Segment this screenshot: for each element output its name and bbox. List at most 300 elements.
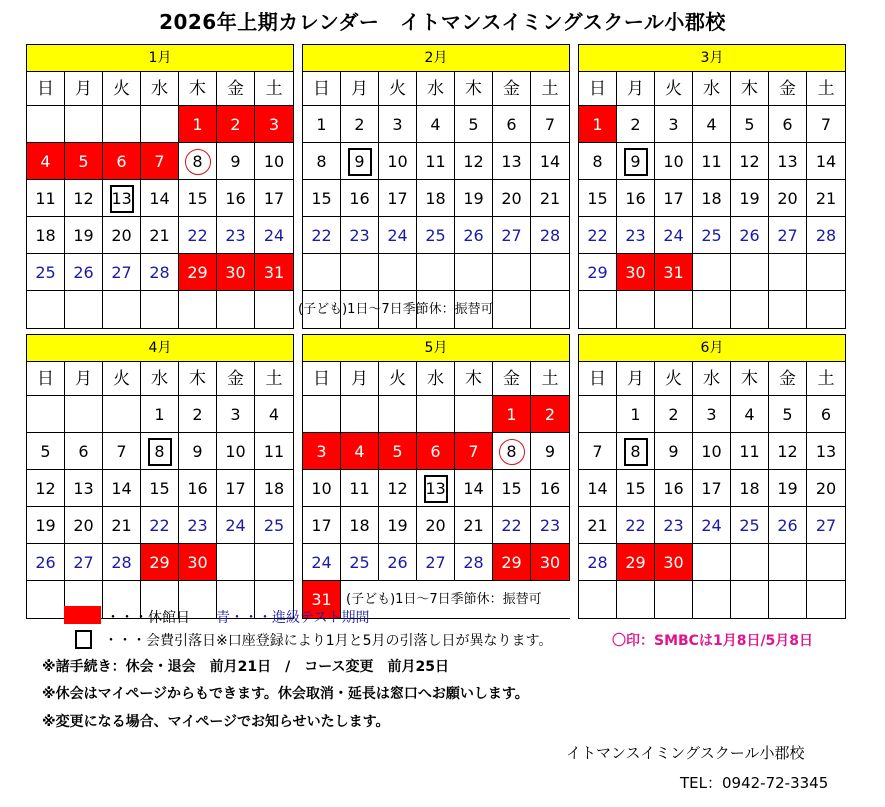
day-cell: 4 [27, 143, 65, 180]
day-cell: 9 [531, 433, 569, 470]
day-cell: 17 [655, 180, 693, 217]
day-cell: 30 [655, 544, 693, 581]
day-cell: 27 [769, 217, 807, 254]
weekday-header: 木 [731, 362, 769, 396]
day-cell: 8 [303, 143, 341, 180]
day-cell: 23 [217, 217, 255, 254]
day-cell: 24 [255, 217, 293, 254]
month-header: 1月 [27, 45, 293, 72]
weekday-header: 日 [27, 362, 65, 396]
weekday-header: 月 [341, 362, 379, 396]
day-cell: 26 [379, 544, 417, 581]
weekday-header: 金 [217, 72, 255, 106]
empty-cell [617, 291, 655, 328]
day-cell: 30 [617, 254, 655, 291]
day-cell: 24 [655, 217, 693, 254]
day-cell: 20 [103, 217, 141, 254]
weekday-header: 日 [303, 362, 341, 396]
day-cell [141, 433, 179, 470]
debit-day-marker: 13 [424, 475, 448, 503]
weekday-header: 木 [179, 362, 217, 396]
empty-cell [617, 581, 655, 618]
day-cell: 13 [807, 433, 845, 470]
day-cell: 31 [655, 254, 693, 291]
empty-cell [27, 396, 65, 433]
day-cell [417, 470, 455, 507]
day-cell: 4 [341, 433, 379, 470]
weekday-header: 水 [693, 72, 731, 106]
empty-cell [217, 291, 255, 328]
weekday-header: 木 [731, 72, 769, 106]
empty-cell [655, 291, 693, 328]
day-cell: 26 [65, 254, 103, 291]
day-cell: 25 [731, 507, 769, 544]
empty-cell [255, 291, 293, 328]
day-cell: 10 [255, 143, 293, 180]
empty-cell [455, 291, 493, 328]
weekday-header: 月 [617, 72, 655, 106]
seasonal-break-note: (子ども)1日～7日季節休：振替可 [342, 581, 572, 618]
smbc-day-marker: 8 [499, 439, 525, 465]
legend-test-label: 青・・・進級テスト期間 [216, 610, 370, 626]
debit-day-marker: 9 [624, 148, 648, 176]
day-cell: 12 [65, 180, 103, 217]
day-cell [341, 143, 379, 180]
notice-mypage: ※休会はマイページからもできます。休会取消・延長は窓口へお願いします。 [42, 686, 529, 702]
day-cell: 28 [807, 217, 845, 254]
day-cell: 16 [531, 470, 569, 507]
day-cell: 7 [103, 433, 141, 470]
weekday-header: 日 [579, 72, 617, 106]
day-cell: 11 [341, 470, 379, 507]
day-cell: 18 [341, 507, 379, 544]
day-cell: 7 [141, 143, 179, 180]
empty-cell [531, 291, 569, 328]
empty-cell [655, 581, 693, 618]
empty-cell [493, 291, 531, 328]
day-cell: 27 [65, 544, 103, 581]
day-cell: 31 [303, 581, 341, 618]
day-cell: 10 [379, 143, 417, 180]
day-cell: 10 [303, 470, 341, 507]
empty-cell [141, 291, 179, 328]
day-cell: 19 [731, 180, 769, 217]
day-cell: 5 [455, 106, 493, 143]
page-title: 2026年上期カレンダー イトマンスイミングスクール小郡校 [159, 10, 726, 34]
weekday-header: 水 [693, 362, 731, 396]
day-cell: 8 [579, 143, 617, 180]
day-cell: 4 [731, 396, 769, 433]
weekday-header: 水 [417, 362, 455, 396]
day-cell: 5 [27, 433, 65, 470]
day-cell: 15 [579, 180, 617, 217]
day-cell: 1 [179, 106, 217, 143]
day-cell: 30 [531, 544, 569, 581]
day-cell: 3 [303, 433, 341, 470]
day-cell: 15 [303, 180, 341, 217]
day-cell: 30 [217, 254, 255, 291]
day-cell: 1 [141, 396, 179, 433]
debit-day-marker: 8 [624, 438, 648, 466]
day-cell: 6 [103, 143, 141, 180]
legend-debit-square [75, 630, 92, 649]
notice-procedures: ※諸手続き：休会・退会 前月21日 / コース変更 前月25日 [42, 659, 449, 675]
weekday-header: 火 [379, 362, 417, 396]
day-cell: 5 [65, 143, 103, 180]
day-cell: 16 [655, 470, 693, 507]
weekday-header: 日 [27, 72, 65, 106]
empty-cell [341, 254, 379, 291]
empty-cell [179, 291, 217, 328]
day-cell: 6 [65, 433, 103, 470]
day-cell [493, 433, 531, 470]
day-cell: 2 [617, 106, 655, 143]
calendar-month-mar [578, 44, 846, 329]
weekday-header: 土 [807, 362, 845, 396]
day-cell: 24 [303, 544, 341, 581]
day-cell: 6 [417, 433, 455, 470]
day-cell: 25 [417, 217, 455, 254]
month-header: 4月 [27, 335, 293, 362]
footer-school-name: イトマンスイミングスクール小郡校 [566, 744, 805, 762]
empty-cell [731, 291, 769, 328]
day-cell: 16 [617, 180, 655, 217]
day-cell: 21 [103, 507, 141, 544]
calendar-month-apr [26, 334, 294, 619]
empty-cell [217, 544, 255, 581]
day-cell: 10 [217, 433, 255, 470]
day-cell: 20 [807, 470, 845, 507]
day-cell: 30 [179, 544, 217, 581]
day-cell: 26 [731, 217, 769, 254]
day-cell: 19 [379, 507, 417, 544]
day-cell: 2 [655, 396, 693, 433]
day-cell: 17 [693, 470, 731, 507]
day-cell: 29 [493, 544, 531, 581]
day-cell: 18 [731, 470, 769, 507]
day-cell: 3 [255, 106, 293, 143]
day-cell: 15 [179, 180, 217, 217]
empty-cell [769, 254, 807, 291]
day-cell: 22 [493, 507, 531, 544]
empty-cell [693, 291, 731, 328]
weekday-header: 火 [655, 72, 693, 106]
day-cell: 12 [455, 143, 493, 180]
day-cell: 13 [493, 143, 531, 180]
day-cell: 2 [341, 106, 379, 143]
empty-cell [531, 254, 569, 291]
day-cell: 18 [27, 217, 65, 254]
day-cell: 23 [617, 217, 655, 254]
empty-cell [65, 106, 103, 143]
weekday-header: 金 [493, 362, 531, 396]
debit-day-marker: 13 [110, 185, 134, 213]
weekday-header: 木 [179, 72, 217, 106]
empty-cell [103, 396, 141, 433]
day-cell: 29 [179, 254, 217, 291]
day-cell: 13 [769, 143, 807, 180]
day-cell: 23 [179, 507, 217, 544]
empty-cell [693, 544, 731, 581]
empty-cell [417, 254, 455, 291]
day-cell: 26 [455, 217, 493, 254]
day-cell: 14 [103, 470, 141, 507]
day-cell: 22 [141, 507, 179, 544]
empty-cell [65, 396, 103, 433]
day-cell: 26 [769, 507, 807, 544]
day-cell: 12 [27, 470, 65, 507]
empty-cell [103, 291, 141, 328]
day-cell: 4 [693, 106, 731, 143]
calendar-month-may [302, 334, 570, 619]
day-cell: 12 [731, 143, 769, 180]
day-cell: 21 [531, 180, 569, 217]
day-cell: 19 [27, 507, 65, 544]
day-cell: 6 [807, 396, 845, 433]
day-cell: 21 [807, 180, 845, 217]
day-cell: 14 [141, 180, 179, 217]
day-cell: 7 [807, 106, 845, 143]
weekday-header: 月 [617, 362, 655, 396]
day-cell [617, 143, 655, 180]
day-cell: 5 [731, 106, 769, 143]
footer-tel: TEL：0942-72-3345 [680, 774, 829, 792]
empty-cell [579, 396, 617, 433]
empty-cell [731, 254, 769, 291]
day-cell: 9 [179, 433, 217, 470]
day-cell: 1 [579, 106, 617, 143]
weekday-header: 木 [455, 362, 493, 396]
empty-cell [579, 581, 617, 618]
empty-cell [303, 254, 341, 291]
day-cell: 18 [255, 470, 293, 507]
weekday-header: 金 [493, 72, 531, 106]
weekday-header: 火 [379, 72, 417, 106]
empty-cell [731, 581, 769, 618]
day-cell: 14 [455, 470, 493, 507]
day-cell: 11 [731, 433, 769, 470]
day-cell: 6 [769, 106, 807, 143]
day-cell: 15 [493, 470, 531, 507]
empty-cell [807, 581, 845, 618]
empty-cell [341, 396, 379, 433]
day-cell: 16 [217, 180, 255, 217]
empty-cell [141, 106, 179, 143]
debit-day-marker: 9 [348, 148, 372, 176]
day-cell: 24 [693, 507, 731, 544]
calendar-month-feb [302, 44, 570, 329]
empty-cell [807, 254, 845, 291]
day-cell: 25 [255, 507, 293, 544]
day-cell: 17 [303, 507, 341, 544]
day-cell: 14 [579, 470, 617, 507]
day-cell: 19 [769, 470, 807, 507]
day-cell: 25 [693, 217, 731, 254]
legend-smbc-label: 〇印：SMBCは1月8日/5月8日 [612, 633, 814, 649]
legend-closed-swatch [64, 606, 101, 624]
legend-closed-label: ・・・休館日 [106, 610, 190, 626]
day-cell: 28 [531, 217, 569, 254]
day-cell: 1 [617, 396, 655, 433]
day-cell: 19 [65, 217, 103, 254]
day-cell: 9 [217, 143, 255, 180]
weekday-header: 火 [103, 72, 141, 106]
day-cell: 25 [27, 254, 65, 291]
day-cell: 22 [617, 507, 655, 544]
day-cell: 27 [807, 507, 845, 544]
weekday-header: 火 [103, 362, 141, 396]
empty-cell [303, 291, 341, 328]
day-cell: 11 [255, 433, 293, 470]
day-cell: 4 [255, 396, 293, 433]
day-cell: 3 [217, 396, 255, 433]
day-cell: 1 [303, 106, 341, 143]
day-cell: 3 [655, 106, 693, 143]
month-header: 5月 [303, 335, 569, 362]
day-cell: 11 [417, 143, 455, 180]
day-cell: 20 [65, 507, 103, 544]
empty-cell [341, 291, 379, 328]
day-cell: 2 [531, 396, 569, 433]
weekday-header: 金 [217, 362, 255, 396]
notice-changes: ※変更になる場合、マイページでお知らせいたします。 [42, 714, 390, 730]
weekday-header: 土 [255, 362, 293, 396]
day-cell: 15 [141, 470, 179, 507]
day-cell: 5 [769, 396, 807, 433]
weekday-header: 金 [769, 72, 807, 106]
day-cell: 10 [655, 143, 693, 180]
weekday-header: 日 [303, 72, 341, 106]
day-cell: 11 [27, 180, 65, 217]
day-cell: 18 [417, 180, 455, 217]
day-cell: 2 [217, 106, 255, 143]
weekday-header: 火 [655, 362, 693, 396]
day-cell: 16 [179, 470, 217, 507]
day-cell: 17 [217, 470, 255, 507]
day-cell: 23 [531, 507, 569, 544]
day-cell: 12 [379, 470, 417, 507]
weekday-header: 月 [65, 72, 103, 106]
day-cell: 9 [655, 433, 693, 470]
debit-day-marker: 8 [148, 438, 172, 466]
empty-cell [693, 581, 731, 618]
day-cell: 29 [617, 544, 655, 581]
day-cell: 20 [493, 180, 531, 217]
day-cell: 21 [579, 507, 617, 544]
day-cell: 22 [303, 217, 341, 254]
empty-cell [455, 396, 493, 433]
empty-cell [807, 291, 845, 328]
smbc-day-marker: 8 [185, 149, 211, 175]
day-cell: 25 [341, 544, 379, 581]
weekday-header: 土 [531, 362, 569, 396]
day-cell: 23 [341, 217, 379, 254]
day-cell: 22 [179, 217, 217, 254]
empty-cell [65, 291, 103, 328]
weekday-header: 土 [531, 72, 569, 106]
day-cell: 11 [693, 143, 731, 180]
empty-cell [769, 544, 807, 581]
day-cell: 29 [579, 254, 617, 291]
day-cell: 12 [769, 433, 807, 470]
empty-cell [579, 291, 617, 328]
day-cell: 20 [417, 507, 455, 544]
day-cell: 4 [417, 106, 455, 143]
empty-cell [27, 291, 65, 328]
weekday-header: 月 [341, 72, 379, 106]
day-cell: 18 [693, 180, 731, 217]
seasonal-break-note: (子ども)1日～7日季節休：振替可 [294, 291, 494, 328]
weekday-header: 木 [455, 72, 493, 106]
empty-cell [493, 254, 531, 291]
day-cell: 26 [27, 544, 65, 581]
day-cell: 28 [141, 254, 179, 291]
month-header: 3月 [579, 45, 845, 72]
empty-cell [27, 581, 65, 618]
empty-cell [731, 544, 769, 581]
day-cell [179, 143, 217, 180]
day-cell [617, 433, 655, 470]
day-cell: 27 [493, 217, 531, 254]
day-cell: 17 [255, 180, 293, 217]
day-cell: 13 [65, 470, 103, 507]
empty-cell [27, 106, 65, 143]
day-cell: 10 [693, 433, 731, 470]
day-cell: 27 [103, 254, 141, 291]
empty-cell [379, 396, 417, 433]
empty-cell [103, 106, 141, 143]
empty-cell [379, 291, 417, 328]
day-cell: 3 [693, 396, 731, 433]
day-cell: 21 [141, 217, 179, 254]
day-cell: 27 [417, 544, 455, 581]
day-cell: 23 [655, 507, 693, 544]
month-header: 2月 [303, 45, 569, 72]
day-cell: 3 [379, 106, 417, 143]
day-cell: 17 [379, 180, 417, 217]
empty-cell [303, 396, 341, 433]
day-cell: 24 [217, 507, 255, 544]
day-cell: 1 [493, 396, 531, 433]
day-cell: 22 [579, 217, 617, 254]
day-cell: 20 [769, 180, 807, 217]
month-header: 6月 [579, 335, 845, 362]
day-cell: 16 [341, 180, 379, 217]
day-cell: 19 [455, 180, 493, 217]
weekday-header: 水 [141, 362, 179, 396]
day-cell [103, 180, 141, 217]
day-cell: 6 [493, 106, 531, 143]
weekday-header: 金 [769, 362, 807, 396]
day-cell: 29 [141, 544, 179, 581]
legend-debit-label: ・・・会費引落日※口座登録により1月と5月の引落し日が異なります。 [104, 633, 553, 649]
day-cell: 7 [455, 433, 493, 470]
day-cell: 7 [579, 433, 617, 470]
weekday-header: 日 [579, 362, 617, 396]
day-cell: 24 [379, 217, 417, 254]
weekday-header: 土 [807, 72, 845, 106]
day-cell: 5 [379, 433, 417, 470]
day-cell: 15 [617, 470, 655, 507]
empty-cell [255, 544, 293, 581]
day-cell: 28 [103, 544, 141, 581]
day-cell: 7 [531, 106, 569, 143]
day-cell: 14 [531, 143, 569, 180]
weekday-header: 土 [255, 72, 293, 106]
day-cell: 28 [579, 544, 617, 581]
empty-cell [769, 581, 807, 618]
day-cell: 31 [255, 254, 293, 291]
